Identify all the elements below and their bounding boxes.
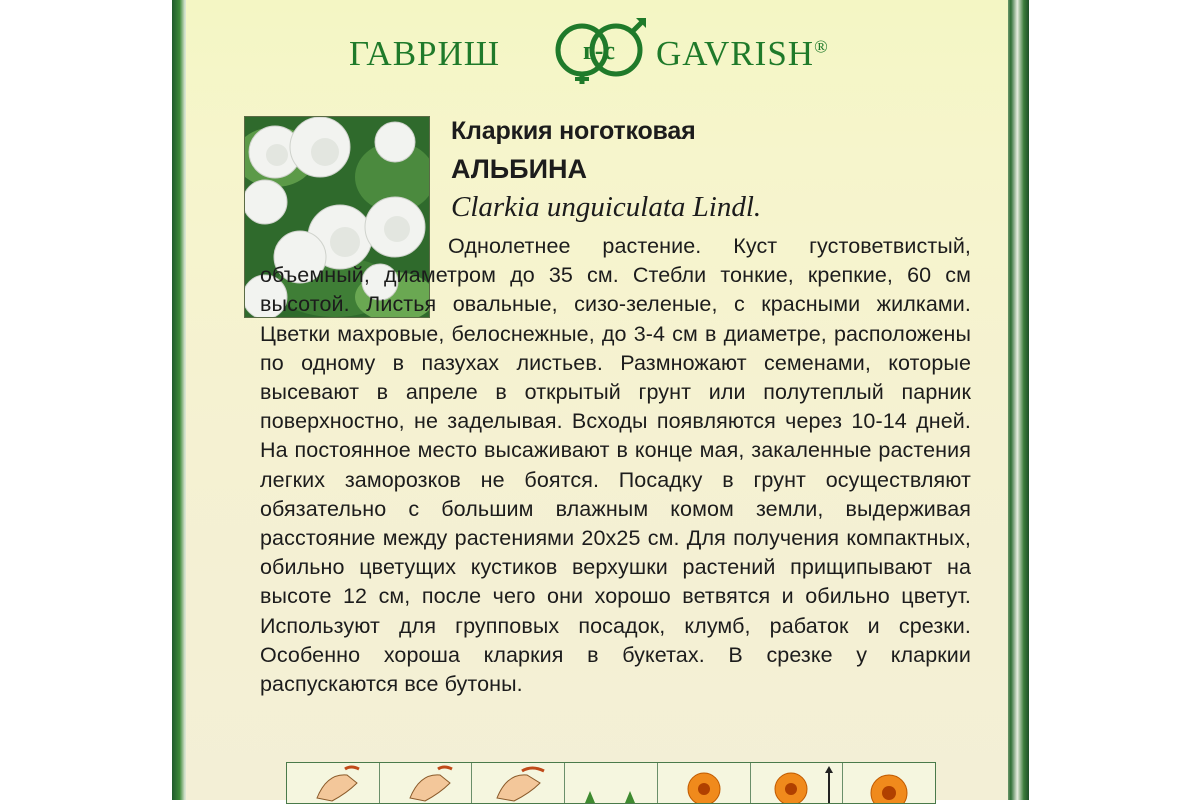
gavrish-logo-icon bbox=[538, 14, 658, 84]
orange-flower-icon bbox=[658, 763, 751, 803]
brand-name-ru: ГАВРИШ bbox=[349, 34, 501, 73]
hand-sowing-icon bbox=[472, 763, 565, 803]
orange-flower-growth-icon bbox=[751, 763, 844, 803]
hand-sowing-icon bbox=[287, 763, 380, 803]
product-title: Кларкия ноготковая bbox=[451, 117, 696, 145]
latin-name: Clarkia unguiculata Lindl. bbox=[451, 191, 762, 223]
top-cut-text bbox=[186, 0, 1008, 10]
brand-name-en: GAVRISH® bbox=[656, 34, 829, 73]
seed-packet-back bbox=[186, 0, 1008, 800]
planting-icons-strip bbox=[286, 762, 936, 804]
orange-flower-icon bbox=[843, 763, 935, 803]
description-text: Однолетнее растение. Куст густоветвистый, объемный, диаметром до 35 см. Стебли тонкие, крепкие, 60 см высотой. Листья овальные, сизо-зеленые, с красными жилками. Цветки махровые, белоснежные, до 3-4 см в диаметре, расположены по одному в пазухах листьев. Размножают семенами, которые высевают в апреле в открытый грунт или полутеплый парник поверхностно, не заделывая. Всходы появляются через 10-14 дней. На постоянное место высаживают в конце мая, закаленные растения легких заморозков не боятся. Посадку в грунт осуществляют обязательно с большим влажным комом земли, выдерживая расстояние между растениями 20х25 см. Для получения компактных, обильно цветущих кустиков верхушки растений прищипывают на высоте 12 см, после чего они хорошо ветвятся и обильно цветут. Используют для групповых посадок, клумб, рабаток и срезки. Особенно хороша кларкия в букетах. В срезке у кларкии распускаются все бутоны. bbox=[260, 234, 971, 697]
product-variety: АЛЬБИНА bbox=[451, 154, 587, 184]
seedlings-icon bbox=[565, 763, 658, 803]
hand-sowing-icon bbox=[380, 763, 473, 803]
brand-header bbox=[186, 14, 1008, 80]
svg-text:г-с: г-с bbox=[582, 36, 616, 65]
